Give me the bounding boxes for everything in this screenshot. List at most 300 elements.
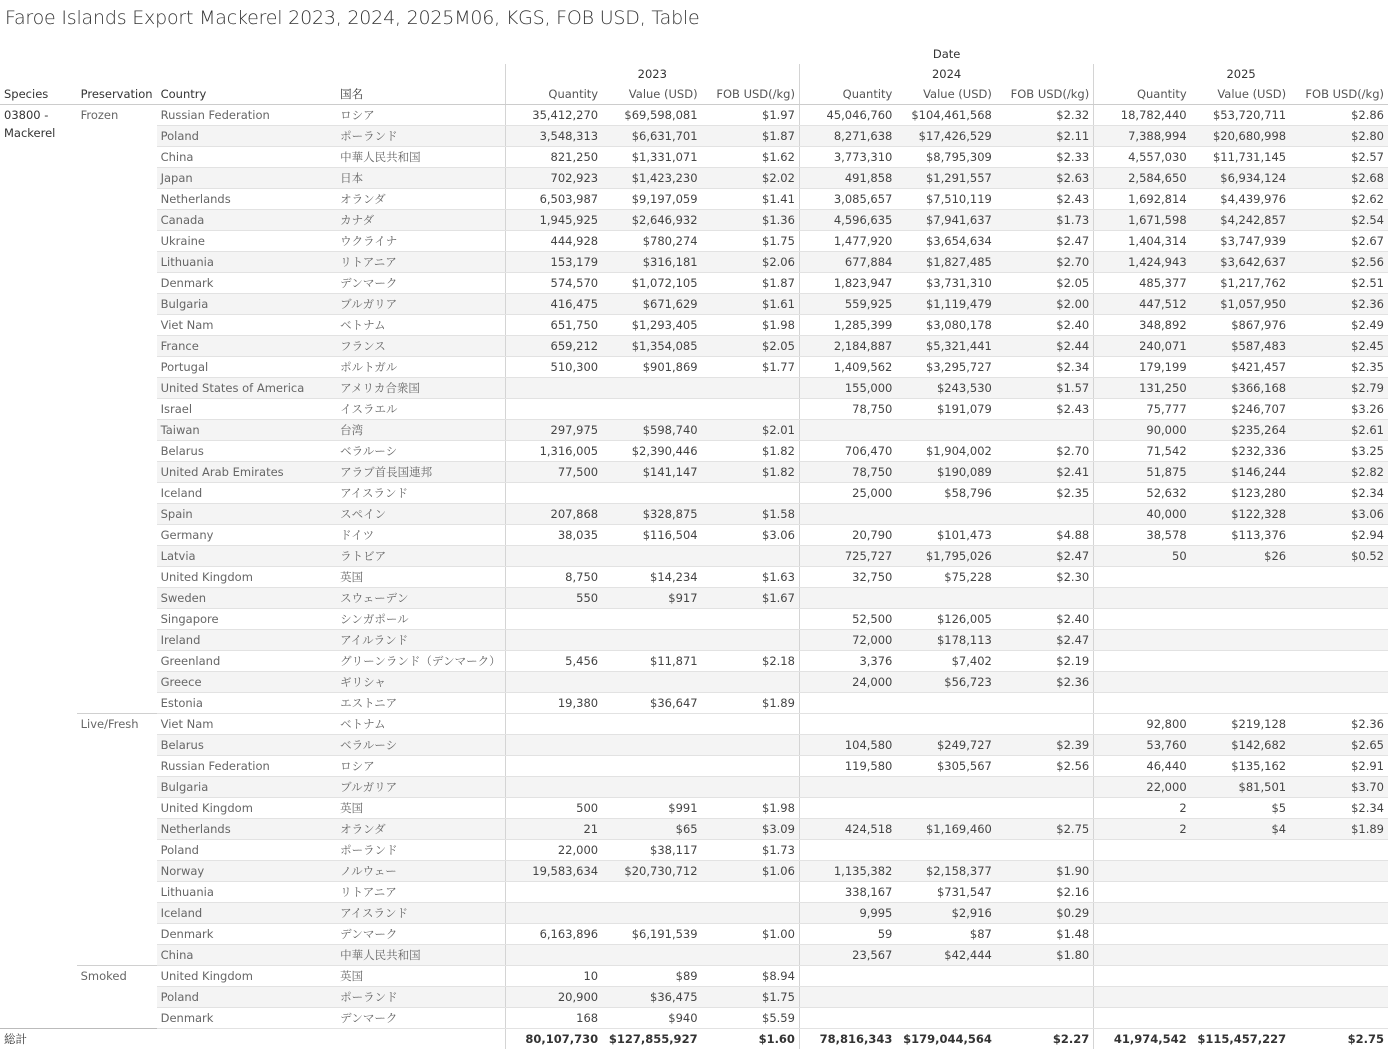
fob-cell: $2.36 (1290, 294, 1388, 315)
value-cell: $3,654,634 (896, 231, 995, 252)
value-cell (896, 588, 995, 609)
country-jp-cell[interactable]: アメリカ合衆国 (336, 378, 505, 399)
fob-cell: $2.75 (996, 819, 1094, 840)
country-cell[interactable]: Poland (157, 126, 337, 147)
country-cell[interactable]: Germany (157, 525, 337, 546)
quantity-cell (505, 399, 602, 420)
fob-cell: $2.51 (1290, 273, 1388, 294)
country-cell[interactable]: Belarus (157, 735, 337, 756)
value-header-2023[interactable]: Value (USD) (602, 84, 701, 105)
value-cell: $901,869 (602, 357, 701, 378)
value-cell (1191, 609, 1290, 630)
country-jp-cell[interactable]: アイルランド (336, 630, 505, 651)
country-jp-cell[interactable]: ポーランド (336, 126, 505, 147)
country-jp-cell[interactable]: ベラルーシ (336, 735, 505, 756)
quantity-cell (799, 693, 896, 714)
quantity-cell (1094, 945, 1191, 966)
fob-cell: $2.43 (996, 399, 1094, 420)
country-jp-cell[interactable]: 中華人民共和国 (336, 945, 505, 966)
country-jp-cell[interactable]: ベトナム (336, 714, 505, 735)
quantity-cell: 1,404,314 (1094, 231, 1191, 252)
value-cell (1191, 1008, 1290, 1029)
country-cell[interactable]: Sweden (157, 588, 337, 609)
country-cell[interactable]: Denmark (157, 924, 337, 945)
value-cell (1191, 966, 1290, 987)
quantity-cell: 8,750 (505, 567, 602, 588)
country-jp-cell[interactable]: フランス (336, 336, 505, 357)
country-jp-cell[interactable]: デンマーク (336, 1008, 505, 1029)
quantity-cell: 207,868 (505, 504, 602, 525)
fob-cell: $1.73 (702, 840, 800, 861)
value-header-2025[interactable]: Value (USD) (1191, 84, 1290, 105)
fob-cell: $1.77 (702, 357, 800, 378)
table-row (0, 399, 1388, 420)
table-row (0, 441, 1388, 462)
value-cell (1191, 840, 1290, 861)
country-cell[interactable]: Singapore (157, 609, 337, 630)
quantity-cell: 2,184,887 (799, 336, 896, 357)
country-jp-cell[interactable]: オランダ (336, 819, 505, 840)
value-cell: $56,723 (896, 672, 995, 693)
quantity-cell (799, 504, 896, 525)
country-cell[interactable]: Belarus (157, 441, 337, 462)
value-cell (896, 693, 995, 714)
country-jp-cell[interactable]: リトアニア (336, 252, 505, 273)
fob-cell: $2.56 (996, 756, 1094, 777)
country-jp-cell[interactable]: ブルガリア (336, 777, 505, 798)
country-jp-cell[interactable]: ノルウェー (336, 861, 505, 882)
country-jp-cell[interactable]: イスラエル (336, 399, 505, 420)
quantity-cell (799, 714, 896, 735)
country-jp-cell[interactable]: グリーンランド（デンマーク） (336, 651, 505, 672)
year-header-2023[interactable]: 2023 (505, 64, 799, 84)
country-jp-cell[interactable]: ロシア (336, 105, 505, 126)
fob-cell: $2.57 (1290, 147, 1388, 168)
value-cell: $1,795,026 (896, 546, 995, 567)
country-cell[interactable]: Viet Nam (157, 315, 337, 336)
fob-cell: $2.06 (702, 252, 800, 273)
country-jp-cell[interactable]: ウクライナ (336, 231, 505, 252)
quantity-cell (1094, 672, 1191, 693)
year-header-2025[interactable]: 2025 (1094, 64, 1388, 84)
fob-cell (702, 399, 800, 420)
quantity-header-2025[interactable]: Quantity (1094, 84, 1191, 105)
fob-cell (996, 504, 1094, 525)
value-cell: $6,934,124 (1191, 168, 1290, 189)
country-jp-cell[interactable]: 中華人民共和国 (336, 147, 505, 168)
table-row (0, 252, 1388, 273)
country-cell[interactable]: Poland (157, 840, 337, 861)
country-cell[interactable]: United Arab Emirates (157, 462, 337, 483)
value-cell: $69,598,081 (602, 105, 701, 126)
value-cell (602, 714, 701, 735)
quantity-cell: 550 (505, 588, 602, 609)
value-cell: $1,331,071 (602, 147, 701, 168)
table-row (0, 315, 1388, 336)
country-jp-cell[interactable]: ラトビア (336, 546, 505, 567)
quantity-cell: 52,500 (799, 609, 896, 630)
country-cell[interactable]: United Kingdom (157, 798, 337, 819)
date-header[interactable]: Date (505, 44, 1388, 64)
country-jp-cell[interactable]: ポーランド (336, 840, 505, 861)
fob-cell (702, 546, 800, 567)
value-cell: $1,217,762 (1191, 273, 1290, 294)
fob-cell: $2.70 (996, 441, 1094, 462)
country-cell[interactable]: China (157, 147, 337, 168)
table-row (0, 651, 1388, 672)
quantity-cell: 104,580 (799, 735, 896, 756)
year-header-2024[interactable]: 2024 (799, 64, 1093, 84)
fob-header-2023[interactable]: FOB USD(/kg) (702, 84, 800, 105)
fob-cell: $2.43 (996, 189, 1094, 210)
value-cell (602, 399, 701, 420)
fob-cell: $2.02 (702, 168, 800, 189)
value-cell: $20,680,998 (1191, 126, 1290, 147)
value-cell (896, 1008, 995, 1029)
quantity-cell: 1,135,382 (799, 861, 896, 882)
fob-cell: $1.41 (702, 189, 800, 210)
fob-cell: $1.00 (702, 924, 800, 945)
quantity-cell (799, 420, 896, 441)
country-jp-cell[interactable]: シンガポール (336, 609, 505, 630)
table-row (0, 756, 1388, 777)
value-cell: $731,547 (896, 882, 995, 903)
country-cell[interactable]: Netherlands (157, 189, 337, 210)
quantity-cell (799, 588, 896, 609)
value-cell: $2,158,377 (896, 861, 995, 882)
fob-cell: $1.36 (702, 210, 800, 231)
fob-cell: $2.65 (1290, 735, 1388, 756)
country-cell[interactable]: Japan (157, 168, 337, 189)
country-jp-cell[interactable]: ギリシャ (336, 672, 505, 693)
total-quantity-cell: 78,816,343 (799, 1029, 896, 1049)
quantity-cell: 7,388,994 (1094, 126, 1191, 147)
country-cell[interactable]: United Kingdom (157, 567, 337, 588)
quantity-header-2023[interactable]: Quantity (505, 84, 602, 105)
quantity-cell: 725,727 (799, 546, 896, 567)
country-jp-cell[interactable]: 英国 (336, 798, 505, 819)
quantity-cell: 821,250 (505, 147, 602, 168)
country-jp-cell[interactable]: ロシア (336, 756, 505, 777)
table-row (0, 105, 1388, 126)
fob-cell: $2.33 (996, 147, 1094, 168)
value-cell: $671,629 (602, 294, 701, 315)
quantity-cell: 8,271,638 (799, 126, 896, 147)
country-cell[interactable]: Viet Nam (157, 714, 337, 735)
total-quantity-cell: 41,974,542 (1094, 1029, 1191, 1049)
quantity-cell: 240,071 (1094, 336, 1191, 357)
fob-cell: $2.63 (996, 168, 1094, 189)
value-cell: $190,089 (896, 462, 995, 483)
country-cell[interactable]: Portugal (157, 357, 337, 378)
value-cell: $1,119,479 (896, 294, 995, 315)
country-jp-cell[interactable]: 台湾 (336, 420, 505, 441)
value-cell: $1,904,002 (896, 441, 995, 462)
fob-cell: $2.35 (1290, 357, 1388, 378)
value-cell: $3,747,939 (1191, 231, 1290, 252)
value-cell: $867,976 (1191, 315, 1290, 336)
country-cell[interactable]: Latvia (157, 546, 337, 567)
country-cell[interactable]: China (157, 945, 337, 966)
quantity-cell: 1,477,920 (799, 231, 896, 252)
fob-cell: $0.29 (996, 903, 1094, 924)
country-cell[interactable]: Russian Federation (157, 756, 337, 777)
japanese-name-column-header[interactable]: 国名 (336, 84, 505, 105)
country-jp-cell[interactable]: アイスランド (336, 483, 505, 504)
value-cell: $917 (602, 588, 701, 609)
value-cell (896, 987, 995, 1008)
quantity-cell: 75,777 (1094, 399, 1191, 420)
value-cell (602, 735, 701, 756)
fob-cell: $1.58 (702, 504, 800, 525)
value-cell: $4 (1191, 819, 1290, 840)
quantity-cell: 25,000 (799, 483, 896, 504)
value-cell: $3,642,637 (1191, 252, 1290, 273)
fob-cell: $0.52 (1290, 546, 1388, 567)
country-cell[interactable]: Estonia (157, 693, 337, 714)
country-cell[interactable]: Canada (157, 210, 337, 231)
country-cell[interactable]: Lithuania (157, 882, 337, 903)
country-cell[interactable]: Russian Federation (157, 105, 337, 126)
value-cell: $4,439,976 (1191, 189, 1290, 210)
quantity-cell: 20,790 (799, 525, 896, 546)
country-jp-cell[interactable]: アイスランド (336, 903, 505, 924)
table-row (0, 924, 1388, 945)
country-jp-cell[interactable]: デンマーク (336, 924, 505, 945)
quantity-cell: 6,503,987 (505, 189, 602, 210)
fob-header-2025[interactable]: FOB USD(/kg) (1290, 84, 1388, 105)
quantity-cell: 2 (1094, 798, 1191, 819)
value-cell (896, 840, 995, 861)
fob-cell: $1.80 (996, 945, 1094, 966)
fob-cell: $1.61 (702, 294, 800, 315)
country-cell[interactable]: Netherlands (157, 819, 337, 840)
quantity-cell: 40,000 (1094, 504, 1191, 525)
preservation-cell[interactable]: Frozen (77, 105, 157, 714)
value-cell (602, 546, 701, 567)
fob-cell (702, 882, 800, 903)
fob-cell: $1.82 (702, 462, 800, 483)
quantity-cell (1094, 567, 1191, 588)
species-cell[interactable]: 03800 - Mackerel (0, 105, 77, 1029)
quantity-cell: 1,945,925 (505, 210, 602, 231)
quantity-cell (1094, 882, 1191, 903)
country-jp-cell[interactable]: スウェーデン (336, 588, 505, 609)
fob-cell: $2.11 (996, 126, 1094, 147)
fob-cell (1290, 672, 1388, 693)
value-cell: $587,483 (1191, 336, 1290, 357)
value-cell (896, 777, 995, 798)
country-cell[interactable]: Ukraine (157, 231, 337, 252)
country-jp-cell[interactable]: ポルトガル (336, 357, 505, 378)
country-jp-cell[interactable]: スペイン (336, 504, 505, 525)
country-cell[interactable]: Lithuania (157, 252, 337, 273)
quantity-cell (505, 735, 602, 756)
quantity-cell: 6,163,896 (505, 924, 602, 945)
table-row (0, 777, 1388, 798)
value-cell (896, 966, 995, 987)
value-cell: $53,720,711 (1191, 105, 1290, 126)
country-cell[interactable]: Bulgaria (157, 777, 337, 798)
country-jp-cell[interactable]: オランダ (336, 189, 505, 210)
table-row (0, 630, 1388, 651)
country-jp-cell[interactable]: ドイツ (336, 525, 505, 546)
country-cell[interactable]: Denmark (157, 1008, 337, 1029)
preservation-column-header[interactable]: Preservation (77, 84, 157, 105)
country-jp-cell[interactable]: ポーランド (336, 987, 505, 1008)
country-jp-cell[interactable]: カナダ (336, 210, 505, 231)
value-cell: $7,510,119 (896, 189, 995, 210)
value-cell: $87 (896, 924, 995, 945)
fob-cell: $3.06 (1290, 504, 1388, 525)
country-cell[interactable]: Greenland (157, 651, 337, 672)
value-cell: $3,295,727 (896, 357, 995, 378)
country-cell[interactable]: Israel (157, 399, 337, 420)
country-jp-cell[interactable]: デンマーク (336, 273, 505, 294)
fob-cell: $2.34 (996, 357, 1094, 378)
quantity-cell: 22,000 (1094, 777, 1191, 798)
country-cell[interactable]: Iceland (157, 483, 337, 504)
fob-cell: $1.48 (996, 924, 1094, 945)
value-cell: $146,244 (1191, 462, 1290, 483)
quantity-cell: 447,512 (1094, 294, 1191, 315)
table-row (0, 840, 1388, 861)
fob-cell: $1.63 (702, 567, 800, 588)
quantity-cell (1094, 588, 1191, 609)
value-cell: $1,057,950 (1191, 294, 1290, 315)
table-row (0, 294, 1388, 315)
country-jp-cell[interactable]: 英国 (336, 567, 505, 588)
value-cell (896, 504, 995, 525)
table-row (0, 966, 1388, 987)
country-jp-cell[interactable]: ブルガリア (336, 294, 505, 315)
value-cell (602, 630, 701, 651)
fob-cell: $1.98 (702, 315, 800, 336)
value-cell: $75,228 (896, 567, 995, 588)
quantity-cell (1094, 903, 1191, 924)
fob-cell (702, 756, 800, 777)
quantity-cell: 574,570 (505, 273, 602, 294)
fob-cell: $2.36 (996, 672, 1094, 693)
country-cell[interactable]: Norway (157, 861, 337, 882)
value-cell: $598,740 (602, 420, 701, 441)
fob-cell: $1.67 (702, 588, 800, 609)
country-jp-cell[interactable]: リトアニア (336, 882, 505, 903)
table-row (0, 609, 1388, 630)
value-cell (1191, 567, 1290, 588)
value-header-2024[interactable]: Value (USD) (896, 84, 995, 105)
table-row (0, 588, 1388, 609)
fob-header-2024[interactable]: FOB USD(/kg) (996, 84, 1094, 105)
value-cell: $2,390,446 (602, 441, 701, 462)
table-row (0, 882, 1388, 903)
table-row (0, 420, 1388, 441)
country-jp-cell[interactable]: 日本 (336, 168, 505, 189)
fob-cell (702, 672, 800, 693)
country-cell[interactable]: Denmark (157, 273, 337, 294)
quantity-cell (505, 882, 602, 903)
fob-cell (702, 903, 800, 924)
quantity-cell: 5,456 (505, 651, 602, 672)
value-cell: $5,321,441 (896, 336, 995, 357)
quantity-cell (505, 777, 602, 798)
quantity-header-2024[interactable]: Quantity (799, 84, 896, 105)
country-jp-cell[interactable]: 英国 (336, 966, 505, 987)
fob-cell: $2.56 (1290, 252, 1388, 273)
country-cell[interactable]: Iceland (157, 903, 337, 924)
quantity-cell (505, 945, 602, 966)
value-cell: $6,631,701 (602, 126, 701, 147)
fob-cell: $2.19 (996, 651, 1094, 672)
country-column-header[interactable]: Country (157, 84, 337, 105)
country-cell[interactable]: Greece (157, 672, 337, 693)
quantity-cell (799, 798, 896, 819)
table-row (0, 273, 1388, 294)
country-jp-cell[interactable]: アラブ首長国連邦 (336, 462, 505, 483)
fob-cell: $2.82 (1290, 462, 1388, 483)
preservation-cell[interactable]: Smoked (77, 966, 157, 1029)
value-cell: $58,796 (896, 483, 995, 504)
value-cell: $7,402 (896, 651, 995, 672)
value-cell: $249,727 (896, 735, 995, 756)
table-row (0, 1008, 1388, 1029)
quantity-cell: 78,750 (799, 462, 896, 483)
quantity-cell: 21 (505, 819, 602, 840)
fob-cell (702, 609, 800, 630)
fob-cell (996, 966, 1094, 987)
fob-cell: $1.89 (702, 693, 800, 714)
fob-cell (702, 630, 800, 651)
table-row (0, 231, 1388, 252)
table-row (0, 945, 1388, 966)
fob-cell: $2.01 (702, 420, 800, 441)
country-cell[interactable]: United States of America (157, 378, 337, 399)
quantity-cell: 510,300 (505, 357, 602, 378)
total-value-cell: $179,044,564 (896, 1029, 995, 1049)
fob-cell: $2.47 (996, 231, 1094, 252)
country-cell[interactable]: Ireland (157, 630, 337, 651)
quantity-cell (1094, 1008, 1191, 1029)
quantity-cell: 702,923 (505, 168, 602, 189)
preservation-cell[interactable]: Live/Fresh (77, 714, 157, 966)
country-cell[interactable]: Spain (157, 504, 337, 525)
value-cell (602, 483, 701, 504)
country-cell[interactable]: Taiwan (157, 420, 337, 441)
country-cell[interactable]: United Kingdom (157, 966, 337, 987)
fob-cell: $2.44 (996, 336, 1094, 357)
country-jp-cell[interactable]: エストニア (336, 693, 505, 714)
quantity-cell: 72,000 (799, 630, 896, 651)
fob-cell: $2.00 (996, 294, 1094, 315)
country-jp-cell[interactable]: ベトナム (336, 315, 505, 336)
quantity-cell (799, 966, 896, 987)
quantity-cell (799, 840, 896, 861)
country-jp-cell[interactable]: ベラルーシ (336, 441, 505, 462)
country-cell[interactable]: Bulgaria (157, 294, 337, 315)
fob-cell: $2.39 (996, 735, 1094, 756)
fob-cell: $1.87 (702, 126, 800, 147)
value-cell: $780,274 (602, 231, 701, 252)
value-cell: $305,567 (896, 756, 995, 777)
species-column-header[interactable]: Species (0, 84, 77, 105)
fob-cell: $2.54 (1290, 210, 1388, 231)
quantity-cell: 179,199 (1094, 357, 1191, 378)
value-cell (602, 777, 701, 798)
quantity-cell: 153,179 (505, 252, 602, 273)
country-cell[interactable]: France (157, 336, 337, 357)
country-cell[interactable]: Poland (157, 987, 337, 1008)
quantity-cell: 559,925 (799, 294, 896, 315)
